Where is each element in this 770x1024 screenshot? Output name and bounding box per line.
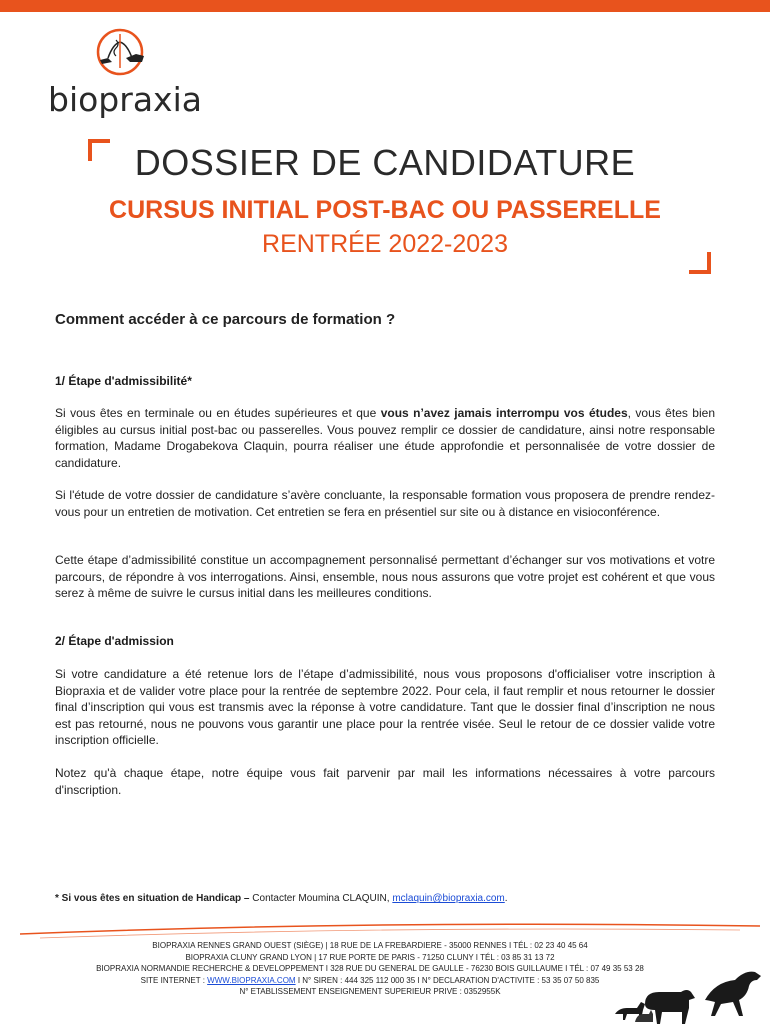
- footer-siren: I N° SIREN : 444 325 112 000 35 I N° DECLARATION D'ACTIVITE : 53 35 07 50 835: [295, 975, 600, 985]
- step1-p1-bold: vous n’avez jamais interrompu vos études: [380, 406, 628, 420]
- page-title: DOSSIER DE CANDIDATURE: [134, 142, 636, 183]
- step2-title: 2/ Étape d'admission: [55, 634, 174, 648]
- logo-emblem-icon: [48, 28, 198, 88]
- top-accent-bar: [0, 0, 770, 12]
- step1-paragraph-2: Si l'étude de votre dossier de candidature s’avère concluante, la responsable formation vous proposera de prendre rendez-vous pour un entretien de motivation. Cet entretien se fera en présentiel sur site ou à distance en visioconférence.: [55, 488, 715, 519]
- footer-line-rennes: BIOPRAXIA RENNES GRAND OUEST (SIÈGE) | 18 RUE DE LA FREBARDIERE - 35000 RENNES I TÉL : 02 23 40 45 64: [152, 941, 588, 950]
- animals-silhouette-icon: [605, 960, 770, 1024]
- handicap-note-text: Contacter Moumina CLAQUIN,: [252, 893, 393, 904]
- page-subtitle: CURSUS INITIAL POST-BAC OU PASSERELLE: [109, 196, 661, 224]
- school-year: RENTRÉE 2022-2023: [262, 230, 508, 258]
- step1-title: 1/ Étape d'admissibilité*: [55, 374, 192, 388]
- footer-line-cluny: BIOPRAXIA CLUNY GRAND LYON | 17 RUE PORTE DE PARIS - 71250 CLUNY I TÉL : 03 85 31 13 72: [185, 952, 555, 962]
- handicap-email-link[interactable]: mclaquin@biopraxia.com: [392, 893, 505, 904]
- biopraxia-logo: [48, 28, 202, 128]
- handicap-note-end: .: [504, 893, 508, 904]
- step2-paragraph-1: Si votre candidature a été retenue lors de l’étape d’admissibilité, nous vous proposons d'officialiser votre inscription à Biopraxia et de valider votre place pour la rentrée de septembre 2022. Pour cela, il faut remplir et nous retourner le dossier final d’inscription qui vous est transmis avec la réponse à votre candidature. Tant que le dossier final d’inscription ne nous est pas retourné, nous ne pouvons vous garantir une place pour la rentrée visée. Seul le retour de ce dossier valide votre inscription officielle.: [55, 667, 715, 747]
- handicap-note-bold: * Si vous êtes en situation de Handicap –: [55, 893, 253, 904]
- website-link[interactable]: WWW.BIOPRAXIA.COM: [207, 975, 296, 985]
- footer-website-label: SITE INTERNET :: [140, 975, 208, 985]
- step1-paragraph-1: [55, 405, 715, 471]
- step1-p1-text: Si vous êtes en terminale ou en études supérieures et que: [55, 406, 381, 420]
- handicap-note: [55, 893, 508, 904]
- step1-paragraph-3: Cette étape d’admissibilité constitue un accompagnement personnalisé permettant d’échanger sur vos motivations et votre parcours, de répondre à vos interrogations. Ainsi, ensemble, nous nous assurons que votre projet est cohérent et que vous serez à même de suivre le cursus initial dans les meilleures conditions.: [55, 553, 715, 600]
- footer-line-normandie: BIOPRAXIA NORMANDIE RECHERCHE & DEVELOPPEMENT I 328 RUE DU GENERAL DE GAULLE - 76230 BOIS GUILLAUME I TÉL : 07 49 35 53 28: [96, 964, 644, 973]
- step1-p1-text-end: , vous êtes bien éligibles au cursus initial post-bac ou passerelles. Vous pouvez remplir ce dossier de candidature, ainsi notre responsable formation, Madame Drogabekova Claquin, pourra réaliser une étude approfondie et personnalisée de votre dossier de candidature.: [55, 406, 715, 470]
- section-question-heading: Comment accéder à ce parcours de formation ?: [55, 311, 396, 328]
- footer-line-establishment: N° ETABLISSEMENT ENSEIGNEMENT SUPERIEUR PRIVE : 0352955K: [239, 987, 501, 996]
- step2-paragraph-2: Notez qu'à chaque étape, notre équipe vous fait parvenir par mail les informations nécessaires à votre parcours d'inscription.: [55, 766, 715, 797]
- logo-wordmark: biopraxia: [48, 80, 202, 119]
